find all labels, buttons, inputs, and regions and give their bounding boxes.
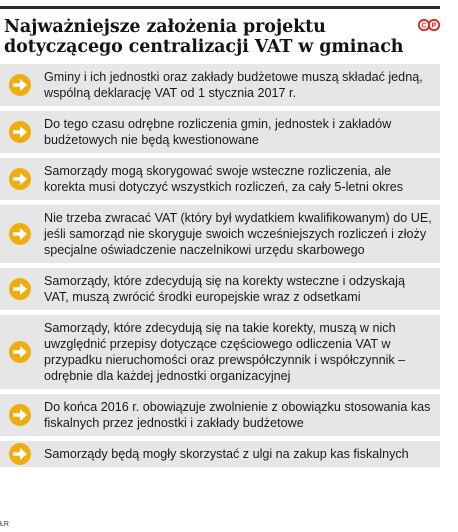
right-arrow-circle-icon	[8, 277, 32, 301]
right-arrow-circle-icon	[8, 403, 32, 427]
list-item-text: Samorządy, które zdecydują się na takie korekty, muszą w nich uwzględnić przepisy dotyczące częściowego odliczenia VAT w przypadku nieruchomości oraz prewspółczynnik i współczynnik – odrębnie dla każdej jednostki organizacyjnej	[44, 321, 406, 383]
key-points-list	[0, 64, 440, 472]
source-label: ŁR	[0, 521, 9, 528]
page-title: Najważniejsze założenia projektu dotyczącego centralizacji VAT w gminach	[4, 17, 404, 57]
right-arrow-circle-icon	[8, 442, 32, 466]
right-arrow-circle-icon	[8, 222, 32, 246]
list-item-text: Samorządy będą mogły skorzystać z ulgi na zakup kas fiskalnych	[44, 447, 409, 461]
svg-text:C: C	[421, 22, 427, 30]
right-arrow-circle-icon	[8, 120, 32, 144]
list-item-text: Samorządy mogą skorygować swoje wsteczne rozliczenia, ale korekta musi dotyczyć wszystkich rozliczeń, za cały 5-letni okres	[44, 164, 404, 194]
svg-text:P: P	[431, 22, 437, 30]
top-rule	[0, 6, 440, 9]
publisher-logo	[418, 19, 440, 31]
list-item	[0, 158, 440, 200]
list-item	[0, 268, 440, 310]
list-item-text: Gminy i ich jednostki oraz zakłady budżetowe muszą składać jedną, wspólną deklarację VAT od 1 stycznia 2017 r.	[44, 70, 423, 100]
right-arrow-circle-icon	[8, 73, 32, 97]
list-item	[0, 441, 440, 467]
list-item	[0, 394, 440, 436]
list-item	[0, 315, 440, 389]
list-item	[0, 64, 440, 106]
list-item-text: Do końca 2016 r. obowiązuje zwolnienie z obowiązku stosowania kas fiskalnych przez jednostki i zakłady budżetowe	[44, 400, 431, 430]
list-item-text: Nie trzeba zwracać VAT (który był wydatkiem kwalifikowanym) do UE, jeśli samorząd nie skoryguje swoich wcześniejszych rozliczeń i złoży specjalne oświadczenie naczelnikowi urzędu skarbowego	[44, 211, 432, 257]
list-item-text: Samorządy, które zdecydują się na korekty wsteczne i odzyskają VAT, muszą zwrócić środki europejskie wraz z odsetkami	[44, 274, 405, 304]
list-item	[0, 111, 440, 153]
list-item	[0, 205, 440, 263]
list-item-text: Do tego czasu odrębne rozliczenia gmin, jednostek i zakładów budżetowych nie będą kwestionowane	[44, 117, 392, 147]
right-arrow-circle-icon	[8, 167, 32, 191]
right-arrow-circle-icon	[8, 340, 32, 364]
